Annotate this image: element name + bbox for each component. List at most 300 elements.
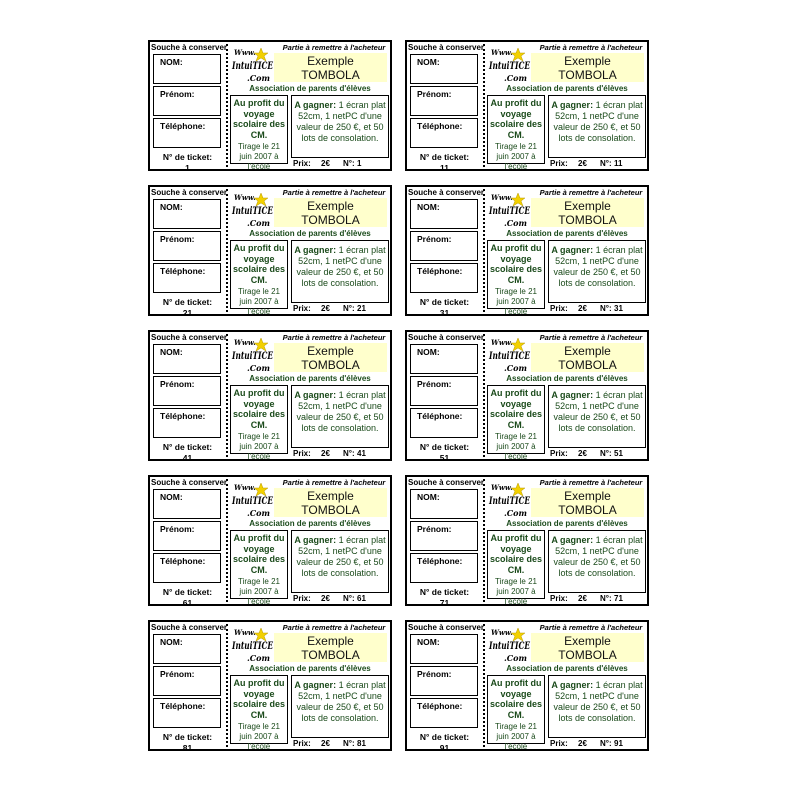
number-label: N°: <box>600 594 612 603</box>
ticket-number-stub: 21 <box>182 308 193 318</box>
draw-date-text: Tirage le 21 juin 2007 à l'école <box>238 577 280 606</box>
number-label: N°: <box>343 304 355 313</box>
phone-field[interactable] <box>153 698 221 728</box>
profit-text: Au profit du voyage scolaire des CM. <box>489 678 543 720</box>
raffle-ticket <box>405 40 649 171</box>
profit-box <box>230 240 288 316</box>
ticket-stub <box>150 622 228 753</box>
buyer-part-title: Partie à remettre à l'acheteur <box>282 333 386 342</box>
phone-label: Téléphone: <box>417 411 463 421</box>
phone-label: Téléphone: <box>160 556 206 566</box>
first-name-label: Prénom: <box>160 669 195 679</box>
phone-field[interactable] <box>410 408 478 438</box>
prize-box <box>548 675 646 738</box>
perforation-line <box>226 479 228 602</box>
association-name: Association de parents d'élèves <box>249 519 371 528</box>
name-field[interactable] <box>153 344 221 374</box>
profit-box <box>487 385 545 461</box>
raffle-title <box>274 198 387 227</box>
prize-label: A gagner: <box>551 680 594 690</box>
logo-icon <box>231 625 274 665</box>
stub-title: Souche à conserver <box>408 188 485 197</box>
prize-box <box>291 385 389 448</box>
buyer-part <box>230 187 390 314</box>
intuitice-logo <box>488 335 531 375</box>
ticket-number-buyer: 71 <box>614 594 623 603</box>
raffle-title <box>531 633 644 662</box>
price-value: 2€ <box>578 159 587 168</box>
prize-text: 1 écran plat 52cm, 1 netPC d'une valeur de 250 €, et 50 lots de consolation. <box>296 100 386 143</box>
price-label: Prix: <box>550 594 568 603</box>
price-value: 2€ <box>578 594 587 603</box>
phone-field[interactable] <box>153 118 221 148</box>
intuitice-logo <box>488 625 531 665</box>
buyer-part-title: Partie à remettre à l'acheteur <box>539 188 643 197</box>
price-value: 2€ <box>578 739 587 748</box>
name-label: NOM: <box>417 347 440 357</box>
ticket-number-stub: 1 <box>185 163 190 173</box>
price-label: Prix: <box>293 159 311 168</box>
logo-line2: IntuiTICE <box>488 206 531 217</box>
buyer-part <box>230 332 390 459</box>
price-label: Prix: <box>550 739 568 748</box>
raffle-ticket <box>405 330 649 461</box>
ticket-number-buyer: 31 <box>614 304 623 313</box>
buyer-part-title: Partie à remettre à l'acheteur <box>282 43 386 52</box>
first-name-field[interactable] <box>410 666 478 696</box>
phone-field[interactable] <box>410 118 478 148</box>
phone-label: Téléphone: <box>160 121 206 131</box>
profit-text: Au profit du voyage scolaire des CM. <box>232 98 286 140</box>
name-field[interactable] <box>410 199 478 229</box>
prize-label: A gagner: <box>551 245 594 255</box>
name-label: NOM: <box>160 57 183 67</box>
perforation-line <box>226 334 228 457</box>
buyer-part <box>230 477 390 604</box>
name-field[interactable] <box>153 199 221 229</box>
prize-box <box>291 240 389 303</box>
prize-text: 1 écran plat 52cm, 1 netPC d'une valeur de 250 €, et 50 lots de consolation. <box>296 680 386 723</box>
prize-box <box>291 95 389 158</box>
name-label: NOM: <box>160 202 183 212</box>
price-label: Prix: <box>293 739 311 748</box>
stub-title: Souche à conserver <box>408 333 485 342</box>
number-label: N°: <box>600 159 612 168</box>
raffle-title-line1: Exemple <box>307 344 354 358</box>
phone-label: Téléphone: <box>417 266 463 276</box>
raffle-title-line2: TOMBOLA <box>301 648 360 662</box>
phone-label: Téléphone: <box>160 701 206 711</box>
price-value: 2€ <box>321 304 330 313</box>
ticket-number-buyer: 21 <box>357 304 366 313</box>
first-name-label: Prénom: <box>160 89 195 99</box>
prize-box <box>548 385 646 448</box>
price-value: 2€ <box>321 449 330 458</box>
stub-title: Souche à conserver <box>408 623 485 632</box>
logo-line1: Www. <box>491 338 513 347</box>
ticket-number-buyer: 1 <box>357 159 362 168</box>
logo-line3: .Com <box>504 218 527 228</box>
intuitice-logo <box>231 625 274 665</box>
raffle-title-line1: Exemple <box>564 489 611 503</box>
ticket-number-label: N° de ticket: <box>162 297 213 307</box>
prize-label: A gagner: <box>294 100 337 110</box>
profit-text: Au profit du voyage scolaire des CM. <box>232 678 286 720</box>
ticket-number-stub: 71 <box>439 598 450 608</box>
raffle-title-line1: Exemple <box>307 199 354 213</box>
prize-label: A gagner: <box>294 680 337 690</box>
buyer-part-title: Partie à remettre à l'acheteur <box>539 333 643 342</box>
first-name-field[interactable] <box>153 521 221 551</box>
price-value: 2€ <box>321 159 330 168</box>
intuitice-logo <box>231 480 274 520</box>
raffle-ticket <box>405 185 649 316</box>
buyer-part <box>487 42 647 169</box>
profit-box <box>487 530 545 606</box>
raffle-title <box>274 53 387 82</box>
association-name: Association de parents d'élèves <box>249 374 371 383</box>
profit-box <box>230 530 288 606</box>
name-label: NOM: <box>417 57 440 67</box>
phone-field[interactable] <box>410 263 478 293</box>
perforation-line <box>483 624 485 747</box>
profit-text: Au profit du voyage scolaire des CM. <box>489 98 543 140</box>
phone-field[interactable] <box>410 553 478 583</box>
stub-title: Souche à conserver <box>151 43 228 52</box>
buyer-part <box>230 42 390 169</box>
association-name: Association de parents d'élèves <box>249 84 371 93</box>
logo-line3: .Com <box>247 218 270 228</box>
perforation-line <box>483 189 485 312</box>
number-label: N°: <box>343 449 355 458</box>
ticket-number-label: N° de ticket: <box>419 732 470 742</box>
raffle-title <box>531 488 644 517</box>
raffle-title-line2: TOMBOLA <box>301 213 360 227</box>
association-name: Association de parents d'élèves <box>506 229 628 238</box>
association-name: Association de parents d'élèves <box>249 664 371 673</box>
logo-line1: Www. <box>491 193 513 202</box>
ticket-number-label: N° de ticket: <box>419 587 470 597</box>
draw-date-text: Tirage le 21 juin 2007 à l'école <box>495 577 537 606</box>
ticket-number-label: N° de ticket: <box>162 152 213 162</box>
first-name-label: Prénom: <box>417 379 452 389</box>
name-field[interactable] <box>153 489 221 519</box>
price-value: 2€ <box>321 739 330 748</box>
ticket-number-buyer: 41 <box>357 449 366 458</box>
profit-text: Au profit du voyage scolaire des CM. <box>489 533 543 575</box>
prize-box <box>548 95 646 158</box>
stub-title: Souche à conserver <box>151 188 228 197</box>
profit-box <box>230 385 288 461</box>
price-label: Prix: <box>550 159 568 168</box>
logo-line1: Www. <box>234 48 256 57</box>
ticket-number-stub: 51 <box>439 453 450 463</box>
draw-date-text: Tirage le 21 juin 2007 à l'école <box>238 287 280 316</box>
raffle-title <box>274 343 387 372</box>
profit-text: Au profit du voyage scolaire des CM. <box>232 533 286 575</box>
name-label: NOM: <box>417 202 440 212</box>
perforation-line <box>226 189 228 312</box>
buyer-part-title: Partie à remettre à l'acheteur <box>539 478 643 487</box>
profit-text: Au profit du voyage scolaire des CM. <box>232 243 286 285</box>
raffle-title-line2: TOMBOLA <box>558 358 617 372</box>
raffle-title-line2: TOMBOLA <box>558 213 617 227</box>
number-label: N°: <box>343 159 355 168</box>
logo-line3: .Com <box>247 653 270 663</box>
stub-title: Souche à conserver <box>408 43 485 52</box>
intuitice-logo <box>231 45 274 85</box>
first-name-label: Prénom: <box>160 234 195 244</box>
name-label: NOM: <box>160 347 183 357</box>
first-name-field[interactable] <box>153 666 221 696</box>
logo-line2: IntuiTICE <box>488 641 531 652</box>
prize-text: 1 écran plat 52cm, 1 netPC d'une valeur de 250 €, et 50 lots de consolation. <box>553 680 643 723</box>
phone-field[interactable] <box>153 553 221 583</box>
raffle-title-line1: Exemple <box>307 489 354 503</box>
first-name-label: Prénom: <box>417 234 452 244</box>
stub-title: Souche à conserver <box>151 478 228 487</box>
draw-date-text: Tirage le 21 juin 2007 à l'école <box>495 722 537 751</box>
logo-line2: IntuiTICE <box>488 351 531 362</box>
logo-line1: Www. <box>491 48 513 57</box>
name-label: NOM: <box>160 637 183 647</box>
logo-line1: Www. <box>491 628 513 637</box>
logo-line1: Www. <box>234 193 256 202</box>
phone-field[interactable] <box>153 263 221 293</box>
perforation-line <box>483 44 485 167</box>
price-label: Prix: <box>293 449 311 458</box>
logo-line1: Www. <box>234 483 256 492</box>
association-name: Association de parents d'élèves <box>249 229 371 238</box>
raffle-ticket <box>148 185 392 316</box>
name-label: NOM: <box>160 492 183 502</box>
draw-date-text: Tirage le 21 juin 2007 à l'école <box>238 142 280 171</box>
price-label: Prix: <box>550 449 568 458</box>
first-name-field[interactable] <box>153 86 221 116</box>
ticket-number-label: N° de ticket: <box>419 297 470 307</box>
ticket-number-buyer: 61 <box>357 594 366 603</box>
phone-field[interactable] <box>153 408 221 438</box>
buyer-part <box>487 477 647 604</box>
price-value: 2€ <box>321 594 330 603</box>
name-field[interactable] <box>410 344 478 374</box>
prize-text: 1 écran plat 52cm, 1 netPC d'une valeur de 250 €, et 50 lots de consolation. <box>553 390 643 433</box>
prize-label: A gagner: <box>294 390 337 400</box>
prize-box <box>291 530 389 593</box>
draw-date-text: Tirage le 21 juin 2007 à l'école <box>238 722 280 751</box>
profit-text: Au profit du voyage scolaire des CM. <box>489 388 543 430</box>
first-name-field[interactable] <box>410 521 478 551</box>
raffle-title-line1: Exemple <box>564 54 611 68</box>
raffle-ticket <box>148 330 392 461</box>
ticket-number-buyer: 91 <box>614 739 623 748</box>
number-label: N°: <box>600 449 612 458</box>
association-name: Association de parents d'élèves <box>506 519 628 528</box>
number-label: N°: <box>600 739 612 748</box>
number-label: N°: <box>600 304 612 313</box>
raffle-ticket <box>148 40 392 171</box>
association-name: Association de parents d'élèves <box>506 84 628 93</box>
logo-icon <box>231 480 274 520</box>
intuitice-logo <box>488 45 531 85</box>
buyer-part-title: Partie à remettre à l'acheteur <box>539 623 643 632</box>
buyer-part-title: Partie à remettre à l'acheteur <box>539 43 643 52</box>
logo-icon <box>231 190 274 230</box>
logo-line1: Www. <box>234 338 256 347</box>
stub-title: Souche à conserver <box>408 478 485 487</box>
first-name-field[interactable] <box>410 86 478 116</box>
ticket-number-stub: 11 <box>440 163 449 173</box>
ticket-stub <box>150 42 228 173</box>
prize-label: A gagner: <box>294 245 337 255</box>
name-field[interactable] <box>153 54 221 84</box>
logo-icon <box>488 335 531 375</box>
prize-box <box>548 530 646 593</box>
first-name-field[interactable] <box>153 376 221 406</box>
first-name-label: Prénom: <box>160 524 195 534</box>
phone-label: Téléphone: <box>417 701 463 711</box>
intuitice-logo <box>231 190 274 230</box>
logo-line1: Www. <box>491 483 513 492</box>
first-name-label: Prénom: <box>160 379 195 389</box>
logo-icon <box>231 45 274 85</box>
ticket-number-label: N° de ticket: <box>162 442 213 452</box>
buyer-part <box>487 187 647 314</box>
ticket-number-stub: 31 <box>439 308 450 318</box>
logo-icon <box>231 335 274 375</box>
raffle-title <box>531 343 644 372</box>
phone-label: Téléphone: <box>160 411 206 421</box>
prize-text: 1 écran plat 52cm, 1 netPC d'une valeur de 250 €, et 50 lots de consolation. <box>296 245 386 288</box>
logo-line3: .Com <box>504 73 527 83</box>
prize-label: A gagner: <box>551 100 594 110</box>
phone-field[interactable] <box>410 698 478 728</box>
raffle-title-line2: TOMBOLA <box>558 648 617 662</box>
number-label: N°: <box>343 739 355 748</box>
logo-icon <box>488 480 531 520</box>
profit-box <box>487 240 545 316</box>
number-label: N°: <box>343 594 355 603</box>
profit-text: Au profit du voyage scolaire des CM. <box>232 388 286 430</box>
prize-label: A gagner: <box>551 535 594 545</box>
logo-line2: IntuiTICE <box>231 206 274 217</box>
first-name-label: Prénom: <box>417 89 452 99</box>
raffle-title-line1: Exemple <box>564 344 611 358</box>
raffle-title-line2: TOMBOLA <box>301 68 360 82</box>
raffle-title-line2: TOMBOLA <box>301 358 360 372</box>
prize-text: 1 écran plat 52cm, 1 netPC d'une valeur de 250 €, et 50 lots de consolation. <box>553 100 643 143</box>
profit-box <box>230 95 288 171</box>
raffle-title-line1: Exemple <box>307 634 354 648</box>
logo-line2: IntuiTICE <box>231 496 274 507</box>
buyer-part-title: Partie à remettre à l'acheteur <box>282 188 386 197</box>
name-field[interactable] <box>410 634 478 664</box>
raffle-title <box>531 53 644 82</box>
ticket-stub <box>407 622 485 753</box>
profit-text: Au profit du voyage scolaire des CM. <box>489 243 543 285</box>
phone-label: Téléphone: <box>417 556 463 566</box>
logo-icon <box>488 190 531 230</box>
profit-box <box>487 675 545 751</box>
first-name-field[interactable] <box>410 376 478 406</box>
ticket-stub <box>407 332 485 463</box>
ticket-number-stub: 81 <box>182 743 193 753</box>
logo-line3: .Com <box>504 508 527 518</box>
prize-box <box>291 675 389 738</box>
ticket-number-label: N° de ticket: <box>162 732 213 742</box>
stub-title: Souche à conserver <box>151 623 228 632</box>
ticket-stub <box>150 187 228 318</box>
prize-text: 1 écran plat 52cm, 1 netPC d'une valeur de 250 €, et 50 lots de consolation. <box>296 390 386 433</box>
logo-line2: IntuiTICE <box>488 61 531 72</box>
intuitice-logo <box>488 190 531 230</box>
raffle-title-line1: Exemple <box>564 199 611 213</box>
prize-text: 1 écran plat 52cm, 1 netPC d'une valeur de 250 €, et 50 lots de consolation. <box>553 535 643 578</box>
intuitice-logo <box>488 480 531 520</box>
name-field[interactable] <box>410 489 478 519</box>
price-label: Prix: <box>293 304 311 313</box>
raffle-title-line1: Exemple <box>564 634 611 648</box>
logo-line1: Www. <box>234 628 256 637</box>
prize-box <box>548 240 646 303</box>
logo-line2: IntuiTICE <box>231 641 274 652</box>
ticket-number-buyer: 11 <box>614 159 623 168</box>
prize-label: A gagner: <box>294 535 337 545</box>
perforation-line <box>483 479 485 602</box>
profit-box <box>487 95 545 171</box>
logo-icon <box>488 625 531 665</box>
name-label: NOM: <box>417 637 440 647</box>
logo-line3: .Com <box>247 73 270 83</box>
ticket-number-buyer: 81 <box>357 739 366 748</box>
buyer-part-title: Partie à remettre à l'acheteur <box>282 478 386 487</box>
logo-icon <box>488 45 531 85</box>
perforation-line <box>226 44 228 167</box>
logo-line2: IntuiTICE <box>231 351 274 362</box>
ticket-number-stub: 61 <box>182 598 193 608</box>
buyer-part <box>487 332 647 459</box>
raffle-title-line1: Exemple <box>307 54 354 68</box>
first-name-field[interactable] <box>410 231 478 261</box>
first-name-label: Prénom: <box>417 524 452 534</box>
name-field[interactable] <box>153 634 221 664</box>
raffle-ticket <box>148 620 392 751</box>
prize-text: 1 écran plat 52cm, 1 netPC d'une valeur de 250 €, et 50 lots de consolation. <box>553 245 643 288</box>
price-label: Prix: <box>550 304 568 313</box>
ticket-number-label: N° de ticket: <box>419 442 470 452</box>
raffle-ticket <box>148 475 392 606</box>
raffle-title <box>274 633 387 662</box>
logo-line3: .Com <box>504 653 527 663</box>
prize-label: A gagner: <box>551 390 594 400</box>
ticket-stub <box>150 332 228 463</box>
price-label: Prix: <box>293 594 311 603</box>
phone-label: Téléphone: <box>417 121 463 131</box>
first-name-field[interactable] <box>153 231 221 261</box>
price-value: 2€ <box>578 449 587 458</box>
intuitice-logo <box>231 335 274 375</box>
logo-line3: .Com <box>247 508 270 518</box>
buyer-part-title: Partie à remettre à l'acheteur <box>282 623 386 632</box>
phone-label: Téléphone: <box>160 266 206 276</box>
perforation-line <box>226 624 228 747</box>
name-field[interactable] <box>410 54 478 84</box>
raffle-ticket <box>405 620 649 751</box>
raffle-ticket <box>405 475 649 606</box>
association-name: Association de parents d'élèves <box>506 664 628 673</box>
logo-line3: .Com <box>504 363 527 373</box>
draw-date-text: Tirage le 21 juin 2007 à l'école <box>495 432 537 461</box>
